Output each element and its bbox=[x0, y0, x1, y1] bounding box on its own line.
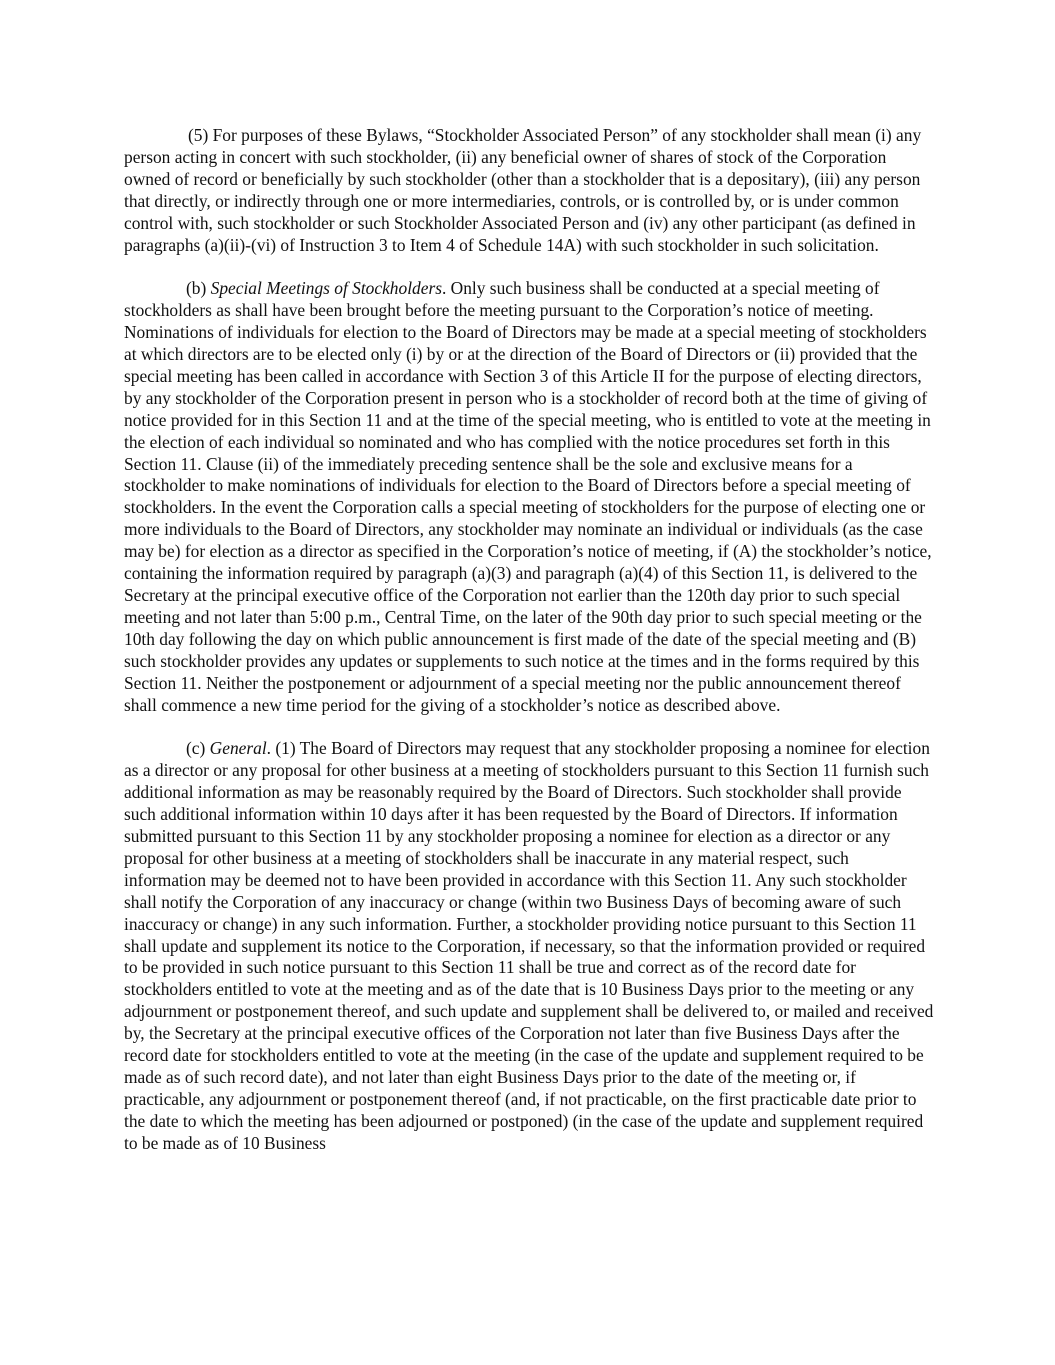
paragraph-b-label: (b) bbox=[186, 278, 207, 299]
paragraph-c-label: (c) bbox=[186, 738, 206, 759]
paragraph-b bbox=[124, 278, 934, 716]
paragraph-c-text: . (1) The Board of Directors may request that any stockholder proposing a nominee for election as a director or any proposal for other business at a meeting of stockholders pursuant to this Section 11 furnish such additional information as may be reasonably required by the Board of Directors. Such stockholder shall provide such additional information within 10 days after it has been requested by the Board of Directors. If information submitted pursuant to this Section 11 by any stockholder proposing a nominee for election as a director or any proposal for other business at a meeting of stockholders shall be inaccurate in any material respect, such information may be deemed not to have been provided in accordance with this Section 11. Any such stockholder shall notify the Corporation of any inaccuracy or change (within two Business Days of becoming aware of such inaccuracy or change) in any such information. Further, a stockholder providing notice pursuant to this Section 11 shall update and supplement its notice to the Corporation, if necessary, so that the information provided or required to be provided in such notice pursuant to this Section 11 shall be true and correct as of the record date for stockholders entitled to vote at the meeting and as of the date that is 10 Business Days prior to the meeting or any adjournment or postponement thereof, and such update and supplement shall be delivered to, or mailed and received by, the Secretary at the principal executive offices of the Corporation not later than five Business Days after the record date for stockholders entitled to vote at the meeting (in the case of the update and supplement required to be made as of such record date), and not later than eight Business Days prior to the date of the meeting or, if practicable, any adjournment or postponement thereof (and, if not practicable, on the first practicable date prior to the date to which the meeting has been adjourned or postponed) (in the case of the update and supplement required to be made as of 10 Business bbox=[124, 738, 934, 1153]
paragraph-b-text: . Only such business shall be conducted at a special meeting of stockholders as shall have been brought before the meeting pursuant to the Corporation’s notice of meeting. Nominations of individuals for election to the Board of Directors may be made at a special meeting of stockholders at which directors are to be elected only (i) by or at the direction of the Board of Directors or (ii) provided that the special meeting has been called in accordance with Section 3 of this Article II for the purpose of electing directors, by any stockholder of the Corporation present in person who is a stockholder of record both at the time of giving of notice provided for in this Section 11 and at the time of the special meeting, who is entitled to vote at the meeting in the election of each individual so nominated and who has complied with the notice procedures set forth in this Section 11. Clause (ii) of the immediately preceding sentence shall be the sole and exclusive means for a stockholder to make nominations of individuals for election to the Board of Directors before a special meeting of stockholders. In the event the Corporation calls a special meeting of stockholders for the purpose of electing one or more individuals to the Board of Directors, any stockholder may nominate an individual or individuals (as the case may be) for election as a director as specified in the Corporation’s notice of meeting, if (A) the stockholder’s notice, containing the information required by paragraph (a)(3) and paragraph (a)(4) of this Section 11, is delivered to the Secretary at the principal executive office of the Corporation not earlier than the 120th day prior to such special meeting and not later than 5:00 p.m., Central Time, on the later of the 90th day prior to such special meeting or the 10th day following the day on which public announcement is first made of the date of the special meeting and (B) such stockholder provides any updates or supplements to such notice at the times and in the forms required by this Section 11. Neither the postponement or adjournment of a special meeting nor the public announcement thereof shall commence a new time period for the giving of a stockholder’s notice as described above. bbox=[124, 278, 932, 715]
document-page bbox=[124, 125, 934, 1155]
paragraph-5 bbox=[124, 125, 934, 256]
paragraph-c-heading: General bbox=[209, 738, 267, 759]
paragraph-b-heading: Special Meetings of Stockholders bbox=[210, 278, 442, 299]
paragraph-c bbox=[124, 738, 934, 1154]
paragraph-5-text: (5) For purposes of these Bylaws, “Stockholder Associated Person” of any stockholder shall mean (i) any person acting in concert with such stockholder, (ii) any beneficial owner of shares of stock of the Corporation owned of record or beneficially by such stockholder (other than a stockholder that is a depositary), (iii) any person that directly, or indirectly through one or more intermediaries, controls, or is controlled by, or is under common control with, such stockholder or such Stockholder Associated Person and (iv) any other participant (as defined in paragraphs (a)(ii)-(vi) of Instruction 3 to Item 4 of Schedule 14A) with such stockholder in such solicitation. bbox=[124, 125, 922, 255]
